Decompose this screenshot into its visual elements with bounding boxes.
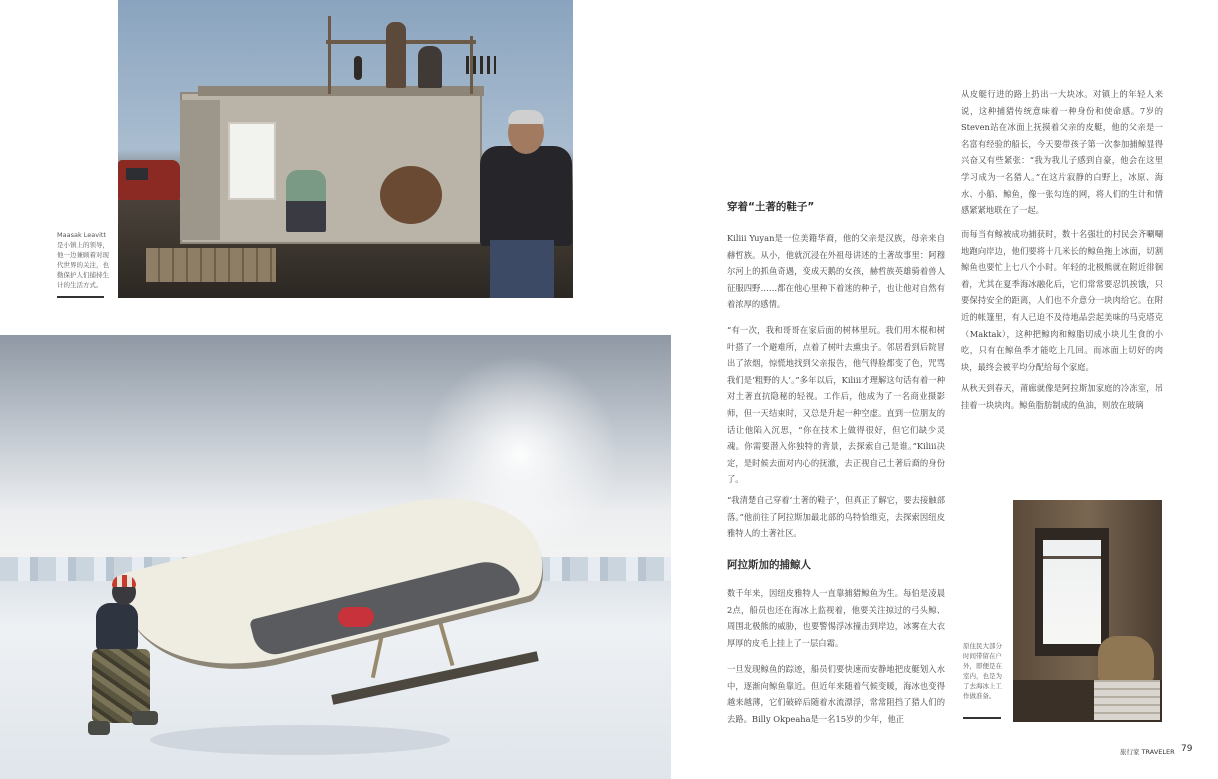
fur-bag (1098, 636, 1154, 682)
body-paragraph: 从皮艇行进的路上扔出一大块冰。对镇上的年轻人来说，这种捕猎传统意味着一种身份和使命感。7岁的Steven站在冰面上抚摸着父亲的皮艇，他的父亲是一名富有经验的船长，今天要带孩子第一次参加捕鲸显得兴奋又有些紧张：“我为我儿子感到自豪，他会在这里学习成为一名猎人。”在这片寂静的白野上，冰原、海水、小船、鲸鱼，像一张勾连的网，将人们的生计和情感紧紧地联在了一起。 (961, 89, 1163, 216)
magazine-name: 旅行家 TRAVELER (1120, 748, 1175, 756)
photo-whaling-hut-contents (118, 0, 573, 298)
red-truck (118, 160, 180, 200)
wall-mural (286, 170, 326, 232)
photo-caption: Maasak Leavitt 是小镇上的领导，他一边兼顾着对现代世界的关注，也勤保护人们捕持生计的生活方式。 (57, 231, 109, 289)
caption-rule (963, 717, 1001, 719)
page-number: 79 (1181, 744, 1193, 754)
white-door (228, 122, 276, 200)
drying-meat (466, 56, 496, 74)
pallet (146, 248, 276, 282)
photo-caption: 原住民大部分时间带留在户外，即便是在室内，也是为了去海冰上工作做准备。 (963, 642, 1002, 700)
man-body (480, 146, 572, 246)
photo-umiak-on-ice (0, 335, 671, 779)
body-paragraph: 一旦发现鲸鱼的踪迹，船员们要快速而安静地把皮艇划入水中，逐渐向鲸鱼靠近。但近年来随着气候变暖，海冰也变得越来越薄，它们破碎后随着水流漂浮，常常阻挡了猎人们的去路。Billy Okpeaha是一名15岁的少年，他正 (727, 664, 945, 724)
red-gear (338, 607, 374, 627)
window-mullion (1043, 556, 1101, 559)
boot (88, 721, 110, 735)
child-on-roof (418, 46, 442, 88)
body-paragraph: 数千年来，因纽皮雅特人一直靠捕猎鲸鱼为生。每伯是凌晨2点，船员也还在海冰上监视着，他要关注掠过的弓头鲸、周围北极熊的威胁，也要警惕浮冰撞击到岸边，冰雾在大衣厚厚的皮毛上挂上了一层白霜。 (727, 588, 945, 648)
section-heading: 阿拉斯加的捕鲸人 (727, 559, 811, 571)
striped-hat (112, 575, 136, 587)
drying-meat (354, 56, 362, 80)
truck-window (126, 168, 148, 180)
body-paragraph: 从秋天到春天，莆廊就像是阿拉斯加家庭的冷冻室，吊挂着一块块肉。鲸鱼脂肪制成的鱼油，则放在玻璃 (961, 383, 1163, 410)
rack-pole (328, 16, 331, 94)
stretched-hide (380, 166, 442, 224)
wooden-hut (180, 92, 482, 244)
hut-side-wall (180, 100, 220, 240)
child-body (96, 603, 138, 651)
child-on-roof (386, 22, 406, 88)
section-heading: 穿着“土著的鞋子” (727, 201, 815, 213)
body-paragraph: 而每当有鲸被成功捕获时，数十名强壮的村民会齐唰唰地跑向岸边，他们要将十几米长的鲸鱼拖上冰面，切割鲸鱼也要忙上七八个小时。年轻的北极熊就在附近徘徊着，尤其在夏季海冰融化后，它们常常要忍饥挨饿，只要保持安全的距离，人们也不介意分一块肉给它。在附近的帐篷里，有人已迫不及待地品尝起美味的马克塔克（Maktak），这种把鲸肉和鲸脂切成小块儿生食的小吃，只有在鲸鱼季才能吃上几回。而冰面上切好的肉块，最终会被平均分配给每个家庭。 (961, 229, 1163, 372)
storage-box (1094, 680, 1160, 720)
boat-shadow (150, 725, 450, 755)
caption-rule (57, 296, 104, 298)
body-paragraph: “有一次，我和哥哥在家后面的树林里玩。我们用木棍和树叶搭了一个避难所，点着了树叶去熏虫子。邻居看到后院冒出了浓烟，惊慌地找到父亲报告，他气得脸都变了色，咒骂我们是‘粗野的人’。”多年以后，Kiliii才理解这句话有着一种对土著直抗隐秘的轻视。工作后，他成为了一名商业摄影师，但一天结束时，又总是升起一种空虚。直到一位朋友的话让他陷入沉思，“你在技术上做得很好，但它们缺少灵魂。你需要潜入你独特的背景，去探索自己是谁。”Kiliii决定，是时候去面对内心的抚澈，去正视自己土著后裔的身份了。 (727, 325, 945, 485)
body-paragraph: Kiliii Yuyan是一位美籍华裔，他的父亲是汉族，母亲来自赫哲族。从小，他就沉浸在外祖母讲述的土著故事里：阿穆尔河上的抓鱼奇遇，变成天鹅的女孩，赫哲族英雄骑着兽人征服四野……都在他心里种下着迷的种子，也让他对自然有着浓厚的感情。 (727, 233, 945, 310)
man-legs (490, 240, 554, 298)
body-paragraph: “我清楚自己穿着‘土著的鞋子’，但真正了解它，要去接触部落。”他前往了阿拉斯加最北部的乌特恰维克，去探索因纽皮雅特人的土著社区。 (727, 495, 945, 539)
man-hair (508, 110, 544, 124)
boot (132, 711, 158, 725)
